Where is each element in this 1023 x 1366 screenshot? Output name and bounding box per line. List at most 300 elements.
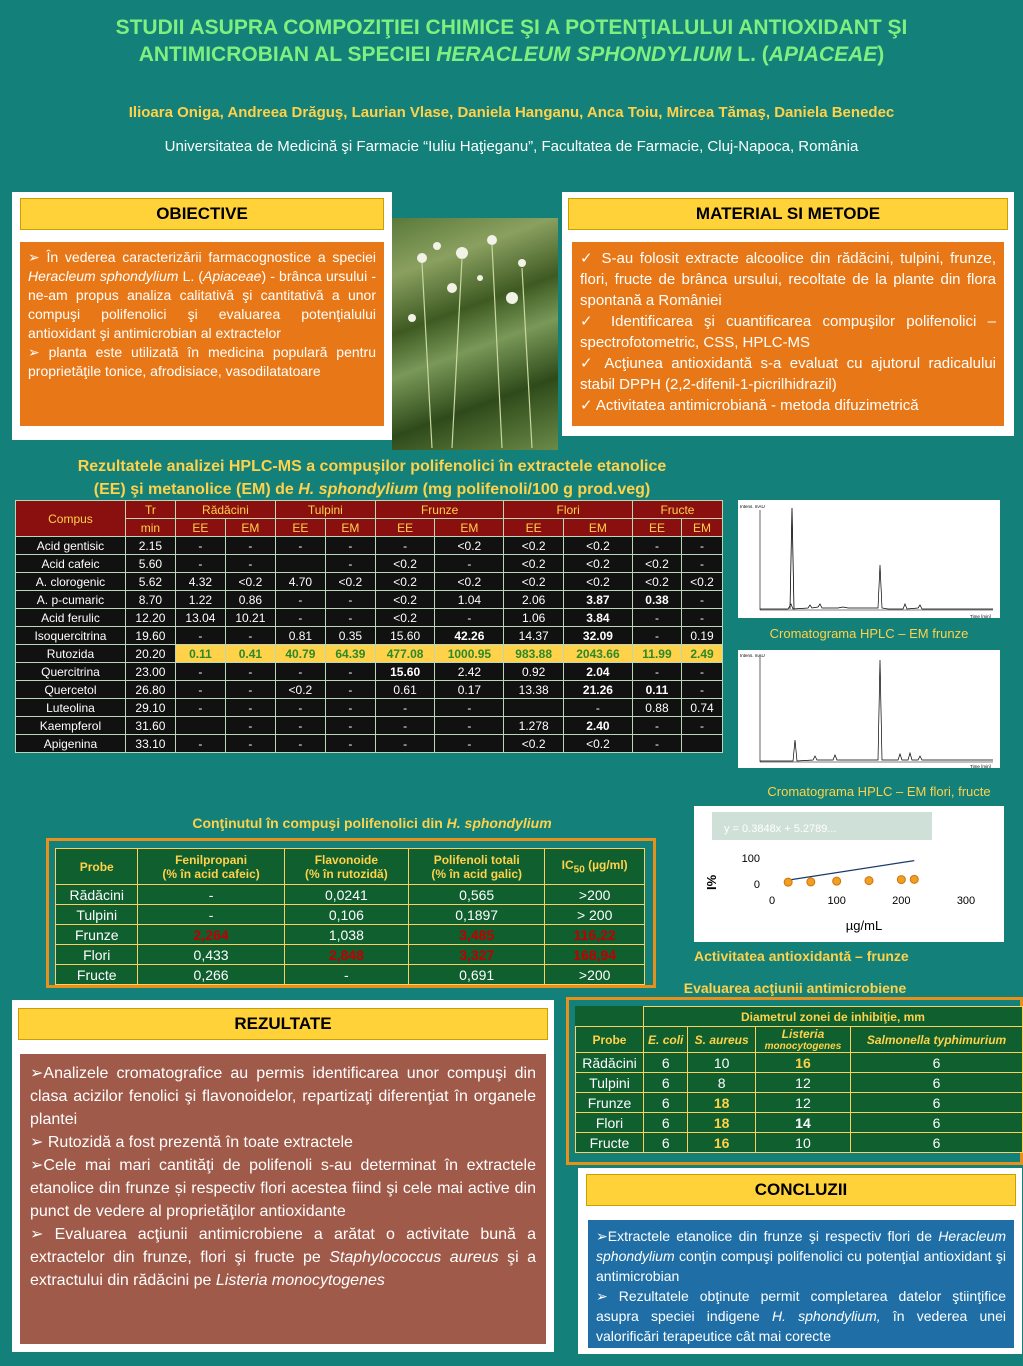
hplc-cell: 0.17 bbox=[435, 681, 504, 699]
content-probe: Flori bbox=[56, 945, 138, 965]
hplc-row bbox=[16, 645, 723, 663]
hplc-compound-name: Isoquercitrina bbox=[16, 627, 126, 645]
hplc-cell: - bbox=[325, 681, 375, 699]
am-probe: Tulpini bbox=[576, 1073, 644, 1093]
title-family: APIACEAE bbox=[768, 43, 878, 66]
hplc-cell: - bbox=[682, 555, 723, 573]
title-part: ANTIMICROBIAN AL SPECIEI bbox=[138, 43, 437, 66]
hplc-cell: - bbox=[435, 609, 504, 627]
content-cell: >200 bbox=[545, 965, 645, 985]
hplc-cell: 29.10 bbox=[125, 699, 175, 717]
hplc-cell bbox=[175, 717, 225, 735]
hplc-row bbox=[16, 573, 723, 591]
hplc-compound-name: Acid gentisic bbox=[16, 537, 126, 555]
hplc-cell: <0.2 bbox=[504, 537, 564, 555]
hplc-cell: - bbox=[175, 537, 225, 555]
hplc-cell: - bbox=[225, 735, 275, 753]
am-cell: 6 bbox=[643, 1113, 688, 1133]
hplc-cell: 15.60 bbox=[375, 627, 435, 645]
hplc-cell: - bbox=[632, 627, 681, 645]
t: (EE) şi metanolice (EM) de bbox=[93, 481, 299, 498]
hplc-cell: - bbox=[175, 663, 225, 681]
am-cell: 12 bbox=[755, 1073, 850, 1093]
trend-line bbox=[788, 861, 914, 881]
hplc-cell: - bbox=[325, 699, 375, 717]
title-line-2 bbox=[0, 41, 1023, 68]
hplc-compound-name: Kaempferol bbox=[16, 717, 126, 735]
am-cell: 6 bbox=[643, 1093, 688, 1113]
t: (µg/ml) bbox=[584, 857, 628, 872]
chromatogram-2 bbox=[738, 650, 1000, 768]
data-point bbox=[910, 875, 918, 883]
results-bullet-3: ➢Cele mai mari cantităţi de polifenoli s-au determinat în extractele etanolice din frunze și respectiv flori acestea fiind şi cele mai active din punct de vedere al proprietăţilor antioxidante bbox=[30, 1157, 536, 1220]
h-ee: EE bbox=[632, 519, 681, 537]
t: planta este utilizată în medicina populară pentru proprietăţile tonice, afrodisiace, vasodilatatoare bbox=[28, 344, 376, 379]
content-row bbox=[56, 945, 645, 965]
am-probe: Frunze bbox=[576, 1093, 644, 1113]
hplc-cell: 26.80 bbox=[125, 681, 175, 699]
data-point bbox=[897, 876, 905, 884]
title-species: HERACLEUM SPHONDYLIUM bbox=[436, 43, 732, 66]
hplc-cell bbox=[682, 735, 723, 753]
antimicrobial-table bbox=[575, 1006, 1023, 1153]
hplc-cell: - bbox=[682, 537, 723, 555]
hplc-cell: 1.278 bbox=[504, 717, 564, 735]
am-span-header: Diametrul zonei de inhibiţie, mm bbox=[643, 1007, 1022, 1027]
t: conţin compuşi polifenolici cu potenţial antioxidant şi antimicrobian bbox=[596, 1248, 1006, 1284]
h-ee: EE bbox=[375, 519, 435, 537]
am-cell: 6 bbox=[851, 1133, 1023, 1153]
hplc-cell: 13.38 bbox=[504, 681, 564, 699]
am-row bbox=[576, 1113, 1023, 1133]
ct-h-ic50 bbox=[545, 849, 645, 885]
chromatogram-1-caption: Cromatograma HPLC – EM frunze bbox=[769, 626, 969, 641]
ct-h-fenil bbox=[138, 849, 284, 885]
hplc-cell: - bbox=[225, 555, 275, 573]
hplc-cell: - bbox=[175, 555, 225, 573]
results-panel bbox=[12, 1000, 554, 1352]
hplc-cell: <0.2 bbox=[632, 573, 681, 591]
hplc-body bbox=[16, 537, 723, 753]
hplc-col-group: Flori bbox=[504, 501, 633, 519]
am-probe: Rădăcini bbox=[576, 1053, 644, 1073]
hplc-col-group: Frunze bbox=[375, 501, 504, 519]
objective-heading: OBIECTIVE bbox=[20, 198, 384, 230]
am-cell: 16 bbox=[755, 1053, 850, 1073]
hplc-cell: 40.79 bbox=[275, 645, 325, 663]
data-point bbox=[784, 878, 792, 886]
hplc-cell: - bbox=[632, 537, 681, 555]
t: (mg polifenoli/100 g prod.veg) bbox=[418, 481, 651, 498]
hplc-col-group: Fructe bbox=[632, 501, 722, 519]
t: L. ( bbox=[178, 268, 204, 284]
am-h-salm bbox=[851, 1027, 1023, 1053]
am-probe: Flori bbox=[576, 1113, 644, 1133]
h-em: EM bbox=[682, 519, 723, 537]
hplc-cell: - bbox=[682, 591, 723, 609]
methods-bullet-4: ✓ Activitatea antimicrobiană - metoda difuzimetrică bbox=[580, 397, 919, 414]
content-cell: 3,485 bbox=[409, 925, 545, 945]
hplc-row bbox=[16, 681, 723, 699]
hplc-row bbox=[16, 735, 723, 753]
hplc-cell: - bbox=[632, 609, 681, 627]
conclusions-panel bbox=[578, 1168, 1022, 1354]
content-body bbox=[56, 885, 645, 985]
hplc-cell: <0.2 bbox=[435, 573, 504, 591]
hplc-cell: 0.92 bbox=[504, 663, 564, 681]
hplc-compound-name: A. clorogenic bbox=[16, 573, 126, 591]
hplc-cell: <0.2 bbox=[504, 555, 564, 573]
h-em: EM bbox=[225, 519, 275, 537]
hplc-cell: 8.70 bbox=[125, 591, 175, 609]
hplc-cell: - bbox=[563, 699, 632, 717]
hplc-cell: 2.42 bbox=[435, 663, 504, 681]
hplc-cell: - bbox=[225, 537, 275, 555]
am-cell: 6 bbox=[851, 1073, 1023, 1093]
hplc-cell: 1.04 bbox=[435, 591, 504, 609]
hplc-cell: - bbox=[175, 627, 225, 645]
hplc-row bbox=[16, 663, 723, 681]
am-row bbox=[576, 1053, 1023, 1073]
y-tick-label: 100 bbox=[741, 853, 760, 865]
hplc-cell: - bbox=[275, 663, 325, 681]
am-cell: 6 bbox=[851, 1093, 1023, 1113]
hplc-cell: <0.2 bbox=[435, 537, 504, 555]
hplc-cell: - bbox=[682, 609, 723, 627]
results-bullet-4: ➢ Evaluarea acţiunii antimicrobiene a arătat o activitate bună a extractelor din frunze, flori şi fructe pe Staphylococcus aureus şi a extractului din rădăcini pe Listeria monocytogenes bbox=[30, 1226, 536, 1289]
hplc-cell: 20.20 bbox=[125, 645, 175, 663]
am-cell: 8 bbox=[688, 1073, 755, 1093]
hplc-cell: - bbox=[225, 663, 275, 681]
hplc-cell: 2.06 bbox=[504, 591, 564, 609]
t: şi a extractului din rădăcini pe bbox=[30, 1249, 536, 1289]
t: Listeria monocytogenes bbox=[215, 1272, 385, 1289]
results-bullet-1: ➢Analizele cromatografice au permis identificarea unor compuşi din clasa acizilor fenolici şi flavonoidelor, repartizaţi diferenţiat în organele plantei bbox=[30, 1065, 536, 1128]
content-cell: > 200 bbox=[545, 905, 645, 925]
antioxidant-chart-svg bbox=[694, 806, 1004, 942]
chrom2-xlab: Time [min] bbox=[970, 764, 991, 768]
t: Activitatea antimicrobiană - metoda difuzimetrică bbox=[595, 397, 919, 414]
t: (% în rutozidă) bbox=[305, 866, 388, 881]
hplc-cell: 13.04 bbox=[175, 609, 225, 627]
hplc-cell: 0.11 bbox=[632, 681, 681, 699]
hplc-cell: - bbox=[275, 591, 325, 609]
t: monocytogenes bbox=[764, 1041, 842, 1052]
conclusions-text bbox=[588, 1220, 1014, 1348]
chromatogram-2-svg bbox=[738, 650, 1000, 768]
hplc-row bbox=[16, 699, 723, 717]
hplc-title-1: Rezultatele analizei HPLC-MS a compuşilor polifenolici în extractele etanolice bbox=[77, 458, 667, 475]
hplc-cell: - bbox=[375, 699, 435, 717]
t: (% în acid galic) bbox=[431, 866, 523, 881]
hplc-cell: - bbox=[225, 627, 275, 645]
t: Rezultatele obţinute permit completarea datelor ştiinţifice asupra speciei indigene bbox=[596, 1288, 1006, 1324]
hplc-cell: 11.99 bbox=[632, 645, 681, 663]
hplc-cell: - bbox=[325, 735, 375, 753]
methods-bullet-3: ✓ Acţiunea antioxidantă s-a evaluat cu ajutorul radicalului stabil DPPH (2,2-difenil-1-picrilhidrazil) bbox=[580, 355, 996, 393]
conclusions-bullet-1: ➢Extractele etanolice din frunze şi respectiv flori de Heracleum sphondylium conţin compuşi polifenolici cu potenţial antioxidant şi antimicrobian bbox=[596, 1228, 1006, 1284]
hplc-cell: <0.2 bbox=[563, 573, 632, 591]
hplc-cell: - bbox=[175, 699, 225, 717]
t: S. aureus bbox=[694, 1032, 749, 1047]
am-cell: 6 bbox=[643, 1073, 688, 1093]
t: H. sphondylium bbox=[446, 815, 552, 831]
hplc-cell: - bbox=[325, 591, 375, 609]
content-cell: 116,22 bbox=[545, 925, 645, 945]
hplc-cell: 42.26 bbox=[435, 627, 504, 645]
hplc-compound-name: A. p-cumaric bbox=[16, 591, 126, 609]
hplc-cell: 1.06 bbox=[504, 609, 564, 627]
objective-bullet-2: ➢ planta este utilizată în medicina populară pentru proprietăţile tonice, afrodisiace, vasodilatatoare bbox=[28, 344, 376, 379]
hplc-cell: - bbox=[325, 609, 375, 627]
content-cell: 0,1897 bbox=[409, 905, 545, 925]
t: Heracleum sphondylium bbox=[596, 1228, 1006, 1264]
hplc-cell: 0.81 bbox=[275, 627, 325, 645]
t: Fenilpropani bbox=[175, 852, 248, 867]
am-row bbox=[576, 1093, 1023, 1113]
am-row bbox=[576, 1073, 1023, 1093]
content-cell: >200 bbox=[545, 885, 645, 905]
t: Heracleum sphondylium bbox=[28, 268, 179, 284]
t: Staphylococcus aureus bbox=[329, 1249, 499, 1266]
hplc-cell: 0.38 bbox=[632, 591, 681, 609]
hplc-cell: - bbox=[435, 699, 504, 717]
am-cell: 18 bbox=[688, 1093, 755, 1113]
chart-caption: Activitatea antioxidantă – frunze bbox=[694, 948, 909, 964]
h-em: EM bbox=[435, 519, 504, 537]
hplc-cell: - bbox=[435, 717, 504, 735]
content-cell: - bbox=[138, 885, 284, 905]
hplc-cell: <0.2 bbox=[563, 555, 632, 573]
t: Apiaceae bbox=[203, 268, 262, 284]
hplc-cell: <0.2 bbox=[504, 735, 564, 753]
t: H. sphondylium, bbox=[771, 1308, 881, 1324]
hplc-row bbox=[16, 609, 723, 627]
hplc-cell: - bbox=[275, 699, 325, 717]
hplc-cell: 0.11 bbox=[175, 645, 225, 663]
hplc-cell: 14.37 bbox=[504, 627, 564, 645]
ct-h-poli bbox=[409, 849, 545, 885]
t: 50 bbox=[573, 864, 585, 876]
content-title bbox=[12, 815, 732, 831]
poster-title bbox=[0, 14, 1023, 68]
hplc-cell: - bbox=[225, 681, 275, 699]
t: ) - brânca ursului - ne-am propus analiza calitativă şi cantitativă a unor compuşi polifenolici şi evaluarea potenţialului antioxidant şi antimicrobian al extractelor bbox=[28, 268, 377, 341]
hplc-cell: - bbox=[435, 735, 504, 753]
content-probe: Fructe bbox=[56, 965, 138, 985]
t: Evaluarea acţiunii antimicrobiene a arătat o activitate bună a extractelor din frunze, flori şi fructe pe bbox=[30, 1226, 536, 1266]
am-cell: 6 bbox=[643, 1133, 688, 1153]
hplc-row bbox=[16, 591, 723, 609]
affiliation: Universitatea de Medicină şi Farmacie “Iuliu Haţieganu”, Facultatea de Farmacie, Cluj-Napoca, România bbox=[164, 138, 859, 155]
data-point bbox=[833, 877, 841, 885]
hplc-col-compus: Compus bbox=[16, 501, 126, 537]
hplc-cell: 23.00 bbox=[125, 663, 175, 681]
hplc-cell: - bbox=[632, 663, 681, 681]
am-cell: 16 bbox=[688, 1133, 755, 1153]
hplc-cell: 1.22 bbox=[175, 591, 225, 609]
hplc-cell: <0.2 bbox=[632, 555, 681, 573]
am-cell: 10 bbox=[755, 1133, 850, 1153]
hplc-cell: 4.32 bbox=[175, 573, 225, 591]
chromatogram-1-svg bbox=[738, 500, 1000, 618]
h-ee: EE bbox=[175, 519, 225, 537]
t: Analizele cromatografice au permis identificarea unor compuşi din clasa acizilor fenolici şi flavonoidelor, repartizaţi diferenţiat în organele plantei bbox=[30, 1065, 536, 1128]
chrom1-xlab: Time [min] bbox=[970, 614, 991, 618]
results-heading: REZULTATE bbox=[18, 1008, 548, 1040]
hplc-cell: <0.2 bbox=[325, 573, 375, 591]
t: Flavonoide bbox=[314, 852, 379, 867]
results-bullet-2: ➢ Rutozidă a fost prezentă în toate extractele bbox=[30, 1134, 353, 1151]
results-text bbox=[20, 1054, 546, 1344]
hplc-compound-name: Acid ferulic bbox=[16, 609, 126, 627]
title-part: ) bbox=[877, 43, 885, 66]
t: Acţiunea antioxidantă s-a evaluat cu ajutorul radicalului stabil DPPH (2,2-difenil-1-picrilhidrazil) bbox=[580, 355, 996, 393]
t: (% în acid cafeic) bbox=[162, 866, 260, 881]
t: În vederea caracterizării farmacognostice a speciei bbox=[46, 249, 376, 265]
am-probe: Fructe bbox=[576, 1133, 644, 1153]
am-body bbox=[576, 1053, 1023, 1153]
am-cell: 14 bbox=[755, 1113, 850, 1133]
hplc-cell: 12.20 bbox=[125, 609, 175, 627]
content-cell: - bbox=[138, 905, 284, 925]
hplc-cell: 31.60 bbox=[125, 717, 175, 735]
objective-text bbox=[20, 242, 384, 426]
hplc-cell: 477.08 bbox=[375, 645, 435, 663]
hplc-cell: - bbox=[225, 717, 275, 735]
objective-panel bbox=[12, 192, 392, 440]
content-row bbox=[56, 925, 645, 945]
chart-equation: y = 0.3848x + 5.2789... bbox=[724, 823, 837, 835]
hplc-compound-name: Acid cafeic bbox=[16, 555, 126, 573]
hplc-cell: - bbox=[275, 717, 325, 735]
hplc-cell: - bbox=[682, 717, 723, 735]
content-row bbox=[56, 905, 645, 925]
hplc-cell: - bbox=[375, 735, 435, 753]
hplc-cell: <0.2 bbox=[504, 573, 564, 591]
hplc-cell: <0.2 bbox=[375, 573, 435, 591]
hplc-col-group: Tulpini bbox=[275, 501, 375, 519]
am-row bbox=[576, 1133, 1023, 1153]
hplc-cell: <0.2 bbox=[275, 681, 325, 699]
antioxidant-chart bbox=[694, 806, 1004, 942]
content-table bbox=[55, 848, 645, 985]
hplc-title bbox=[12, 455, 732, 501]
authors: Ilioara Oniga, Andreea Drăguş, Laurian Vlase, Daniela Hanganu, Anca Toiu, Mircea Tămaş, Daniela Benedec bbox=[128, 104, 895, 121]
antimicrobial-frame bbox=[566, 997, 1023, 1165]
hplc-cell: 15.60 bbox=[375, 663, 435, 681]
t: Conţinutul în compuşi polifenolici din bbox=[192, 815, 447, 831]
am-cell: 10 bbox=[688, 1053, 755, 1073]
hplc-cell: - bbox=[325, 717, 375, 735]
hplc-cell: - bbox=[275, 735, 325, 753]
hplc-cell: 3.87 bbox=[563, 591, 632, 609]
chrom1-ylab: Intens. mAU bbox=[740, 504, 765, 509]
content-probe: Tulpini bbox=[56, 905, 138, 925]
content-probe: Frunze bbox=[56, 925, 138, 945]
hplc-col-min: min bbox=[125, 519, 175, 537]
hplc-cell: 19.60 bbox=[125, 627, 175, 645]
t: Extractele etanolice din frunze şi respectiv flori de bbox=[607, 1228, 939, 1244]
hplc-cell: 3.84 bbox=[563, 609, 632, 627]
chromatogram-2-caption: Cromatograma HPLC – EM flori, fructe bbox=[767, 784, 991, 799]
content-row bbox=[56, 885, 645, 905]
x-tick-label: 100 bbox=[827, 895, 846, 907]
hplc-compound-name: Luteolina bbox=[16, 699, 126, 717]
hplc-table bbox=[15, 500, 723, 753]
t: Listeria bbox=[781, 1027, 825, 1041]
hplc-cell: 10.21 bbox=[225, 609, 275, 627]
hplc-cell: <0.2 bbox=[563, 537, 632, 555]
hplc-cell: 4.70 bbox=[275, 573, 325, 591]
content-cell: 0,433 bbox=[138, 945, 284, 965]
hplc-cell: 1000.95 bbox=[435, 645, 504, 663]
hplc-cell: 0.19 bbox=[682, 627, 723, 645]
x-tick-label: 200 bbox=[892, 895, 911, 907]
hplc-cell: - bbox=[325, 663, 375, 681]
am-cell: 12 bbox=[755, 1093, 850, 1113]
hplc-cell: - bbox=[682, 663, 723, 681]
am-h-probe: Probe bbox=[576, 1027, 644, 1053]
ct-h-flav bbox=[284, 849, 408, 885]
hplc-cell: - bbox=[375, 717, 435, 735]
hplc-row bbox=[16, 717, 723, 735]
hplc-cell: - bbox=[175, 681, 225, 699]
h-ee: EE bbox=[275, 519, 325, 537]
h-em: EM bbox=[563, 519, 632, 537]
hplc-cell bbox=[275, 555, 325, 573]
content-cell: 168,94 bbox=[545, 945, 645, 965]
hplc-cell: - bbox=[435, 555, 504, 573]
hplc-cell: 5.60 bbox=[125, 555, 175, 573]
hplc-cell: 0.74 bbox=[682, 699, 723, 717]
content-cell: 2,264 bbox=[138, 925, 284, 945]
plant-photo bbox=[392, 218, 558, 450]
conclusions-bullet-2: ➢ Rezultatele obţinute permit completarea datelor ştiinţifice asupra speciei indigene H. sphondylium, în vederea unei valorificări terapeutice cât mai corecte bbox=[596, 1288, 1006, 1344]
am-cell: 18 bbox=[688, 1113, 755, 1133]
hplc-cell: 33.10 bbox=[125, 735, 175, 753]
content-cell: 0,0241 bbox=[284, 885, 408, 905]
t: Polifenoli totali bbox=[433, 852, 520, 867]
t: Salmonella typhimurium bbox=[866, 1032, 1007, 1047]
ct-h-probe: Probe bbox=[56, 849, 138, 885]
content-cell: 0,266 bbox=[138, 965, 284, 985]
am-h-ecoli bbox=[643, 1027, 688, 1053]
am-cell: 6 bbox=[851, 1113, 1023, 1133]
hplc-cell: <0.2 bbox=[375, 555, 435, 573]
h-ee: EE bbox=[504, 519, 564, 537]
hplc-cell: <0.2 bbox=[682, 573, 723, 591]
chrom2-ylab: Intens. mAU bbox=[740, 653, 765, 658]
t: Cele mai mari cantităţi de polifenoli s-au determinat în extractele etanolice din frunze și respectiv flori acestea fiind şi cele mai active din punct de vedere al proprietăţilor antioxidante bbox=[30, 1157, 536, 1220]
am-empty bbox=[576, 1007, 644, 1027]
chromatogram-1 bbox=[738, 500, 1000, 618]
am-cell: 6 bbox=[851, 1053, 1023, 1073]
hplc-cell: - bbox=[225, 699, 275, 717]
chart-ylabel: I% bbox=[704, 874, 719, 890]
hplc-cell: 21.26 bbox=[563, 681, 632, 699]
hplc-row bbox=[16, 537, 723, 555]
hplc-row bbox=[16, 627, 723, 645]
content-row bbox=[56, 965, 645, 985]
h-em: EM bbox=[325, 519, 375, 537]
hplc-compound-name: Quercitrina bbox=[16, 663, 126, 681]
methods-panel bbox=[562, 192, 1014, 436]
x-tick-label: 0 bbox=[768, 895, 776, 907]
hplc-title-2 bbox=[12, 478, 732, 501]
hplc-cell bbox=[504, 699, 564, 717]
hplc-cell: - bbox=[682, 681, 723, 699]
